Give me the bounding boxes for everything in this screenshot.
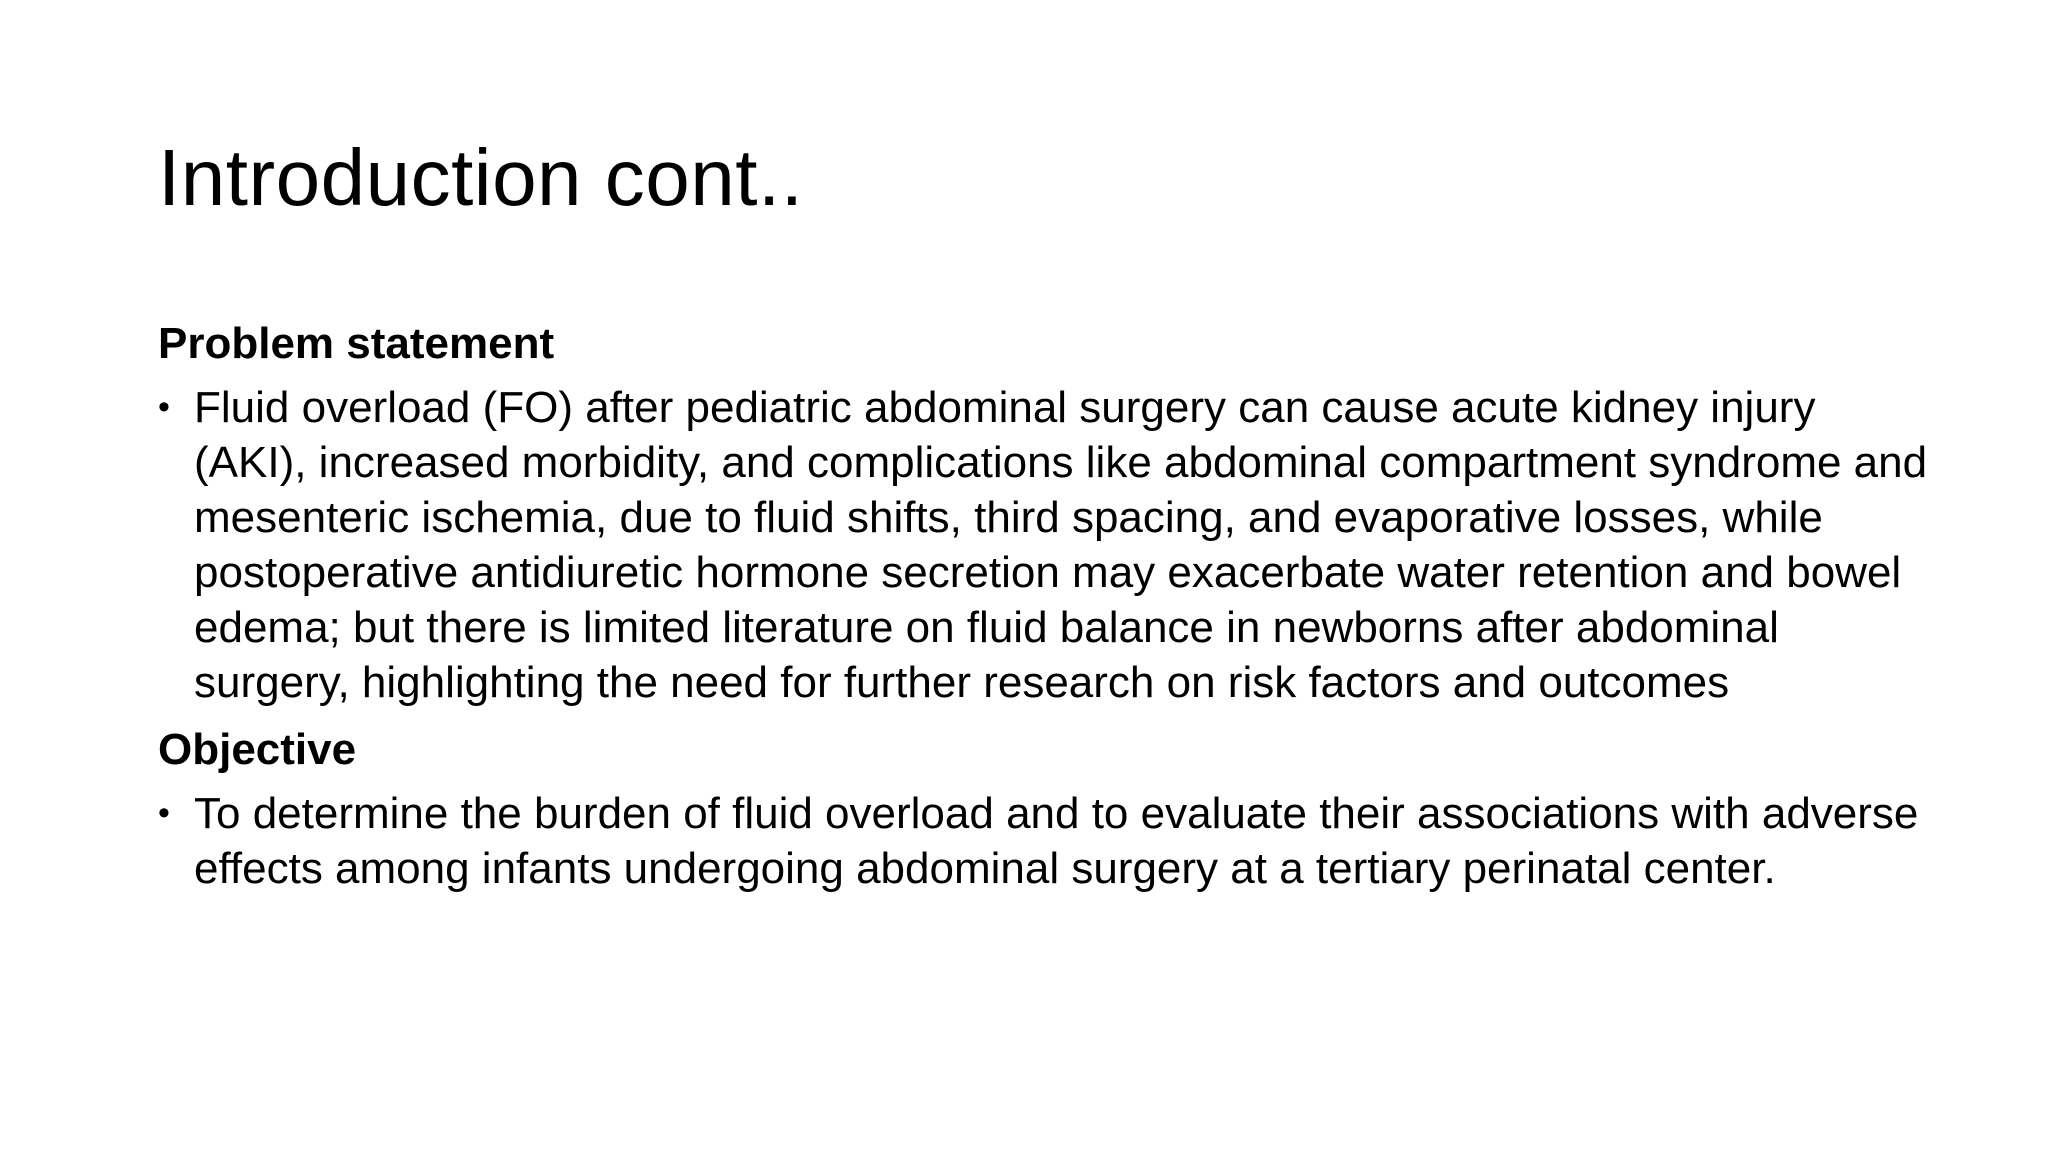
list-item — [158, 380, 1934, 710]
slide-title: Introduction cont.. — [158, 133, 804, 222]
objective-heading: Objective — [158, 725, 357, 774]
objective-text: To determine the burden of fluid overload and to evaluate their associations with adverse effects among infants undergoing abdominal surgery at a tertiary perinatal center. — [194, 789, 1919, 893]
objective-list — [158, 786, 1918, 896]
list-item — [158, 786, 1934, 896]
problem-statement-list — [158, 380, 1928, 710]
bullet-icon: • — [158, 388, 170, 426]
bullet-icon: • — [158, 794, 170, 832]
slide-content — [158, 312, 1928, 904]
problem-statement-text: Fluid overload (FO) after pediatric abdominal surgery can cause acute kidney injury (AKI), increased morbidity, and complications like abdominal compartment syndrome and mesenteric ischemia, due to fluid shifts, third spacing, and evaporative losses, while postoperative antidiuretic hormone secretion may exacerbate water retention and bowel edema; but there is limited literature on fluid balance in newborns after abdominal surgery, highlighting the need for further research on risk factors and outcomes — [194, 383, 1928, 707]
problem-statement-heading: Problem statement — [158, 319, 555, 368]
